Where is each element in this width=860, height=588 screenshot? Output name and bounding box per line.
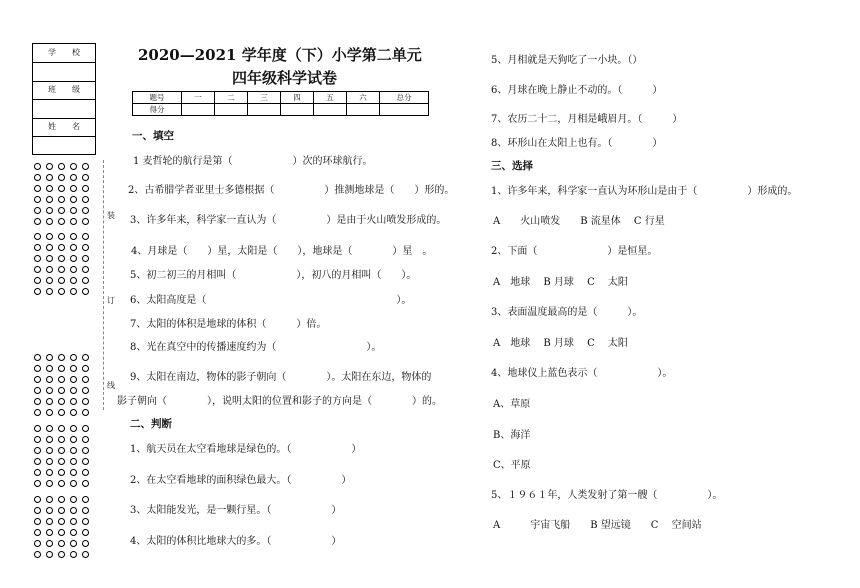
binding-circle [82,469,89,476]
binding-circle [34,529,41,536]
binding-circle [46,447,53,454]
binding-circle [34,354,41,361]
binding-circle [82,266,89,273]
choice-2-options: A 地球 B 月球 C 太阳 [493,277,628,288]
binding-circle [82,425,89,432]
score-table-header-cell: 五 [314,92,347,104]
question-choice-2: 2、下面（ ）是恒星。 [491,246,658,257]
question-judge-6: 6、月球在晚上静止不动的。（ ） [491,85,663,96]
question-fill-9-line1: 9、太阳在南边，物体的影子朝向（ ）。太阳在东边，物体的 [130,372,432,383]
binding-circle [58,233,65,240]
binding-circle [82,458,89,465]
binding-circle [46,458,53,465]
binding-circle [34,255,41,262]
score-table-score-row [133,104,429,116]
question-judge-4: 4、太阳的体积比地球大的多。（ ） [130,536,342,547]
binding-circle [46,540,53,547]
binding-circle [70,507,77,514]
binding-circle [58,447,65,454]
binding-circle [82,540,89,547]
binding-circle [34,425,41,432]
choice-5-options: A 宇宙飞船 B 望远镜 C 空间站 [493,520,702,531]
binding-circle [34,458,41,465]
binding-circle [70,458,77,465]
question-fill-6: 6、太阳高度是（ ）。 [130,295,412,306]
binding-circle [82,244,89,251]
binding-circle [34,233,41,240]
binding-circle [34,207,41,214]
binding-line [103,160,104,410]
binding-circle [34,469,41,476]
binding-circle [82,480,89,487]
class-label: 班 级 [48,85,80,94]
binding-circle [58,277,65,284]
exam-title: 2020—2021 学年度（下）小学第二单元 [138,46,422,64]
binding-circle [46,207,53,214]
binding-circle [82,551,89,558]
binding-circle [70,196,77,203]
binding-circle [34,163,41,170]
binding-circle [46,196,53,203]
school-label: 学 校 [48,48,80,57]
binding-circle [70,288,77,295]
binding-circle [70,496,77,503]
binding-circle [34,277,41,284]
binding-circle [58,518,65,525]
binding-circle [82,233,89,240]
question-judge-2: 2、在太空看地球的面积绿色最大。（ ） [130,475,352,486]
binding-circle [46,376,53,383]
score-table-header-cell: 一 [182,92,215,104]
student-info-box [32,43,96,155]
binding-circle [58,185,65,192]
score-cell[interactable] [380,104,429,116]
binding-circle [70,255,77,262]
binding-circle [46,365,53,372]
binding-circle [58,469,65,476]
question-judge-3: 3、太阳能发光，是一颗行星。（ ） [130,505,342,516]
binding-circle [34,244,41,251]
binding-circle [82,218,89,225]
score-table-header-cell: 总分 [380,92,429,104]
binding-circle [82,436,89,443]
binding-circle [82,409,89,416]
question-fill-4: 4、月球是（ ）星，太阳是（ ），地球是（ ）星 。 [131,246,433,257]
choice-4-option-b: B、海洋 [493,430,531,441]
binding-circle [70,163,77,170]
binding-circle [58,354,65,361]
section-choice: 三、选择 [491,160,533,172]
binding-circle [34,174,41,181]
binding-circle [58,529,65,536]
binding-circle [58,244,65,251]
binding-circle [34,185,41,192]
binding-circle [58,174,65,181]
binding-circle [34,496,41,503]
question-fill-5: 5、初二初三的月相叫（ ），初八的月相叫（ ）。 [130,270,417,281]
binding-circle [70,540,77,547]
question-choice-4: 4、地球仪上蓝色表示（ ）。 [491,368,673,379]
binding-circle [58,425,65,432]
binding-circle [58,218,65,225]
binding-circle [58,551,65,558]
binding-circle [70,207,77,214]
binding-circle [34,409,41,416]
binding-circle [58,266,65,273]
question-fill-2: 2、古希腊学者亚里士多德根据（ ）推测地球是（ ）形的。 [128,185,455,196]
binding-circle [46,507,53,514]
binding-circle [46,354,53,361]
score-table-header-cell: 二 [215,92,248,104]
binding-circle [82,354,89,361]
school-field[interactable] [33,62,95,82]
binding-circle [82,365,89,372]
binding-circle [58,387,65,394]
binding-circle [70,376,77,383]
binding-circle [82,174,89,181]
binding-circle [58,288,65,295]
choice-3-options: A 地球 B 月球 C 太阳 [493,338,628,349]
binding-circle [82,196,89,203]
question-choice-3: 3、表面温度最高的是（ ）。 [491,307,643,318]
question-fill-3: 3、许多年来，科学家一直认为（ ）是由于火山喷发形成的。 [130,215,447,226]
binding-circle [46,551,53,558]
binding-circle [34,447,41,454]
binding-circle [46,529,53,536]
binding-circle [46,233,53,240]
binding-circle [58,207,65,214]
choice-4-option-c: C、平原 [493,460,531,471]
binding-circle [58,376,65,383]
binding-circle [46,387,53,394]
binding-circle [82,207,89,214]
binding-circle [58,436,65,443]
binding-circle [34,540,41,547]
binding-circle [70,447,77,454]
binding-circle [82,518,89,525]
binding-circle [34,218,41,225]
binding-circle [34,376,41,383]
question-fill-1: 1 麦哲轮的航行是第（ ）次的环球航行。 [133,156,373,167]
binding-circle [70,387,77,394]
question-choice-5: 5、１９６１年，人类发射了第一艘（ ）。 [491,490,723,501]
binding-circle [58,540,65,547]
binding-circle [34,266,41,273]
question-fill-7: 7、太阳的体积是地球的体积（ ）倍。 [130,319,327,330]
binding-circle [46,469,53,476]
binding-circle [58,365,65,372]
binding-circle [46,398,53,405]
score-table-header-cell: 三 [248,92,281,104]
binding-circle [34,480,41,487]
binding-circle [70,398,77,405]
binding-circle [82,398,89,405]
binding-circle [82,288,89,295]
binding-circle [46,266,53,273]
binding-circle [58,480,65,487]
binding-circle [46,425,53,432]
binding-circle [82,496,89,503]
question-judge-8: 8、环形山在太阳上也有。（ ） [491,138,663,149]
binding-circle [70,174,77,181]
binding-circle [46,436,53,443]
name-label: 姓 名 [48,122,80,131]
question-judge-5: 5、月相就是天狗吃了一小块。（） [491,55,643,66]
score-cell[interactable] [248,104,281,116]
score-cell[interactable] [215,104,248,116]
binding-circle [70,365,77,372]
name-field[interactable] [33,136,95,155]
binding-circle [70,244,77,251]
binding-circle [70,185,77,192]
binding-circle [70,436,77,443]
binding-circle [46,185,53,192]
binding-circle [34,196,41,203]
binding-circle [82,507,89,514]
score-cell[interactable] [347,104,380,116]
binding-circle [70,354,77,361]
binding-circle [46,255,53,262]
score-cell[interactable] [182,104,215,116]
choice-1-options: A 火山喷发 B 流星体 C 行星 [493,216,665,227]
binding-circle [34,518,41,525]
section-judge: 二、判断 [130,418,172,430]
binding-circle [58,398,65,405]
score-table-header-row [133,92,429,104]
score-cell[interactable] [281,104,314,116]
binding-circle [46,277,53,284]
binding-circle [46,163,53,170]
binding-circle [46,244,53,251]
binding-circle [34,436,41,443]
binding-circle [34,398,41,405]
binding-circle [70,266,77,273]
binding-circle [46,174,53,181]
choice-4-option-a: A、草原 [493,399,531,410]
binding-char-xian: 线 [107,381,115,390]
binding-circle [82,255,89,262]
binding-circle [70,233,77,240]
binding-circle [58,458,65,465]
binding-circle [46,288,53,295]
score-table-header-cell: 题号 [133,92,182,104]
binding-circle [82,387,89,394]
binding-circle [82,185,89,192]
binding-circle [58,496,65,503]
binding-circle [34,288,41,295]
binding-circle [70,277,77,284]
exam-subtitle: 四年级科学试卷 [232,69,338,87]
score-cell[interactable] [314,104,347,116]
binding-circle [70,469,77,476]
section-fill-in: 一、填空 [132,130,174,142]
class-field[interactable] [33,99,95,119]
binding-char-zhuang: 装 [107,211,115,220]
binding-circle [82,529,89,536]
binding-circle [70,425,77,432]
binding-circle [82,376,89,383]
binding-circle [70,480,77,487]
score-row-label: 得分 [133,104,182,116]
binding-circle [46,218,53,225]
binding-circle [58,255,65,262]
binding-circle [58,196,65,203]
question-judge-7: 7、农历二十二，月相是峨眉月。（ ） [491,114,683,125]
binding-circle [46,518,53,525]
binding-circle [34,387,41,394]
binding-circle [34,507,41,514]
binding-char-ding: 订 [107,296,115,305]
binding-circle [34,551,41,558]
binding-circle [58,163,65,170]
question-fill-8: 8、光在真空中的传播速度约为（ ）。 [130,342,382,353]
question-fill-9-line2: 影子朝向（ ），说明太阳的位置和影子的方向是（ ）的。 [117,396,442,407]
binding-circle [82,277,89,284]
binding-circle [46,480,53,487]
binding-circle [46,496,53,503]
binding-circle [46,409,53,416]
binding-circle [58,507,65,514]
binding-circle [70,529,77,536]
binding-circle [70,409,77,416]
binding-circle [70,518,77,525]
binding-circle [58,409,65,416]
binding-circle [82,447,89,454]
score-table-header-cell: 四 [281,92,314,104]
binding-circle [70,218,77,225]
binding-circle [82,163,89,170]
score-table-header-cell: 六 [347,92,380,104]
score-table [132,91,429,116]
binding-circle [34,365,41,372]
question-judge-1: 1、航天员在太空看地球是绿色的。（ ） [130,444,362,455]
question-choice-1: 1、许多年来，科学家一直认为环形山是由于（ ）形成的。 [491,186,798,197]
binding-circle [70,551,77,558]
